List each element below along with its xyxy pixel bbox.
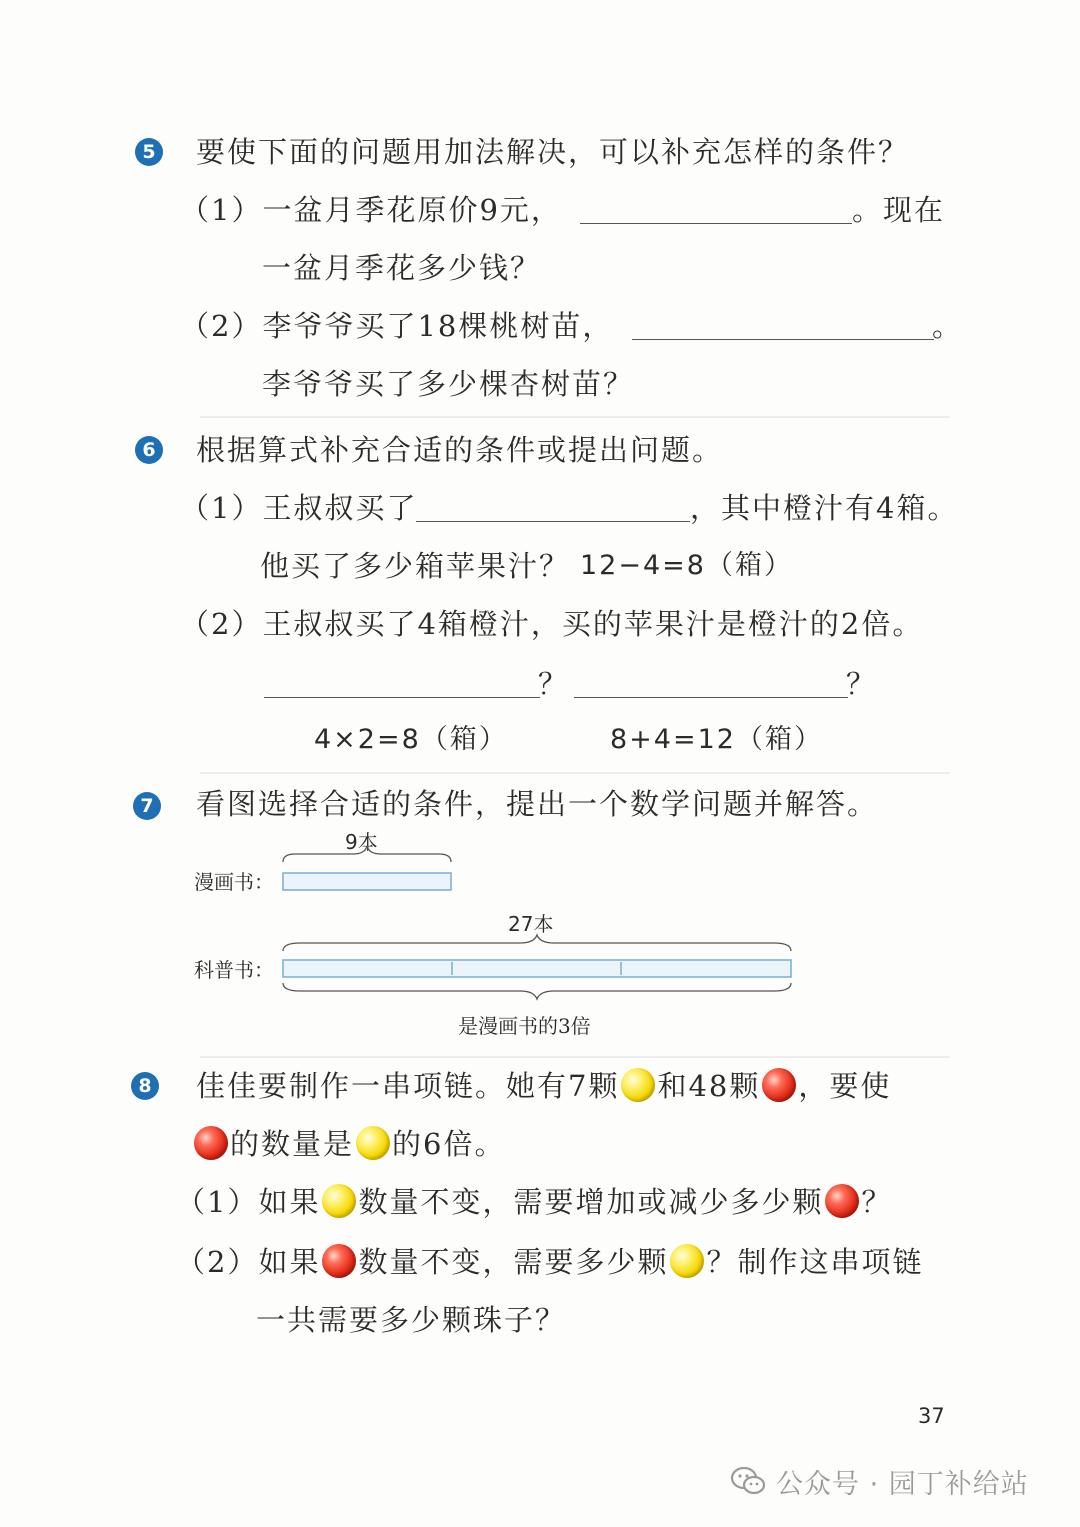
science-amount-label: 27本: [508, 912, 554, 936]
yellow-bead-icon: [621, 1068, 655, 1102]
yellow-bead-icon: [670, 1244, 704, 1278]
q5-title: 要使下面的问题用加法解决，可以补充怎样的条件？: [196, 135, 910, 169]
question-number-6: 6: [135, 436, 163, 464]
comic-bar: [283, 873, 451, 890]
q6-part2-qmark-right: ？: [846, 667, 878, 701]
yellow-bead-icon: [356, 1126, 390, 1160]
q5-part1-question: 一盆月季花多少钱？: [262, 251, 542, 285]
q6-part2-blank-left[interactable]: [264, 696, 540, 698]
science-top-brace: [283, 935, 791, 951]
q6-part1-end: ，其中橙汁有4箱。: [690, 491, 959, 525]
red-bead-icon: [825, 1184, 859, 1218]
wechat-icon: [730, 1466, 766, 1496]
q8-part2-question: 一共需要多少颗珠子？: [256, 1303, 567, 1337]
divider: [200, 416, 950, 418]
q6-part1-question: 他买了多少箱苹果汁？: [260, 549, 571, 583]
q8-part1-text-b: 数量不变，需要增加或减少多少颗: [358, 1185, 824, 1219]
question-number-5: 5: [135, 138, 163, 166]
yellow-bead-icon: [322, 1184, 356, 1218]
q6-part2-blank-right[interactable]: [574, 696, 848, 698]
page-number: 37: [918, 1404, 945, 1428]
q8-line1-text-c: ，要使: [798, 1069, 892, 1103]
q6-part2-text: （2）王叔叔买了4箱橙汁，买的苹果汁是橙汁的2倍。: [180, 607, 924, 641]
divider: [200, 1056, 950, 1058]
q5-part2-end: 。: [932, 309, 964, 343]
q5-part2-text: （2）李爷爷买了18棵桃树苗，: [180, 309, 614, 343]
q8-part1-text-a: （1）如果: [176, 1185, 321, 1219]
q8-line2-text-b: 的6倍。: [392, 1127, 506, 1161]
q8-line1-text-a: 佳佳要制作一串项链。她有7颗: [196, 1069, 620, 1103]
q8-line1-text-b: 和48颗: [657, 1069, 761, 1103]
q8-line2: [192, 1124, 505, 1164]
q8-part2: [176, 1242, 923, 1282]
watermark-text: 公众号 · 园丁补给站: [776, 1469, 1029, 1500]
q8-part2-text-b: 数量不变，需要多少颗: [358, 1245, 669, 1279]
question-number-8: 8: [131, 1072, 159, 1100]
q7-title: 看图选择合适的条件，提出一个数学问题并解答。: [196, 787, 879, 821]
q8-line1: [196, 1066, 891, 1106]
red-bead-icon: [194, 1126, 228, 1160]
comic-amount-label: 9本: [345, 830, 378, 854]
q6-title: 根据算式补充合适的条件或提出问题。: [196, 433, 724, 467]
q6-part1-equation: 12−4=8（箱）: [580, 550, 793, 581]
q6-part2-qmark-left: ？: [538, 667, 570, 701]
comic-book-label: 漫画书：: [194, 870, 274, 894]
science-bar: [283, 960, 791, 977]
red-bead-icon: [762, 1068, 796, 1102]
q8-part2-text-a: （2）如果: [176, 1245, 321, 1279]
science-bottom-brace: [283, 983, 791, 999]
q6-equation-right: 8+4=12（箱）: [610, 724, 823, 755]
q8-part2-text-c: ？制作这串项链: [706, 1245, 924, 1279]
q6-equation-left: 4×2=8（箱）: [314, 724, 508, 755]
q5-part2-question: 李爷爷买了多少棵杏树苗？: [262, 367, 635, 401]
q8-part1: [176, 1182, 892, 1222]
divider: [200, 772, 950, 774]
q5-part1-text: （1）一盆月季花原价9元，: [180, 193, 562, 227]
q5-part1-blank[interactable]: [580, 222, 852, 224]
q5-part2-blank[interactable]: [632, 338, 934, 340]
red-bead-icon: [322, 1244, 356, 1278]
q8-part1-text-c: ？: [861, 1185, 893, 1219]
q6-part1-blank[interactable]: [416, 520, 690, 522]
q6-part1-text: （1）王叔叔买了: [180, 491, 418, 525]
science-note-label: 是漫画书的3倍: [458, 1014, 591, 1038]
q8-line2-text-a: 的数量是: [230, 1127, 355, 1161]
science-book-label: 科普书：: [194, 958, 274, 982]
q5-part1-end: 。现在: [852, 193, 946, 227]
question-number-7: 7: [133, 792, 161, 820]
